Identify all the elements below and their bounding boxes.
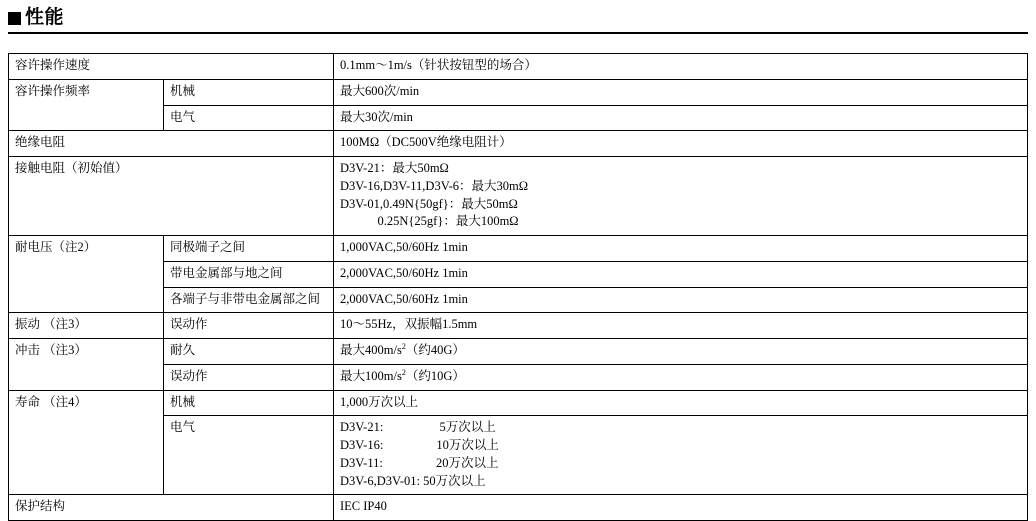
row-sublabel: 误动作 bbox=[164, 313, 334, 339]
row-value: 2,000VAC,50/60Hz 1min bbox=[334, 261, 1028, 287]
section-heading bbox=[8, 4, 1028, 34]
row-sublabel: 耐久 bbox=[164, 339, 334, 365]
row-label: 冲击 （注3） bbox=[9, 339, 164, 391]
page-title: 性能 bbox=[25, 6, 65, 28]
row-dielectric-strength-same-polarity bbox=[9, 236, 1028, 262]
row-label: 振动 （注3） bbox=[9, 313, 164, 339]
row-value: 最大$100m/s^2$（约10G） bbox=[334, 364, 1028, 390]
filled-square-icon bbox=[8, 12, 21, 25]
row-contact-resistance bbox=[9, 157, 1028, 236]
table-body bbox=[9, 54, 1028, 521]
row-value: 最大$400m/s^2$（约40G） bbox=[334, 339, 1028, 365]
row-sublabel: 电气 bbox=[164, 105, 334, 131]
row-vibration-malfunction bbox=[9, 313, 1028, 339]
row-label: 绝缘电阻 bbox=[9, 131, 334, 157]
row-value: 1,000VAC,50/60Hz 1min bbox=[334, 236, 1028, 262]
row-label: 容许操作速度 bbox=[9, 54, 334, 80]
row-value: D3V-21：最大50mΩ D3V-16,D3V-11,D3V-6：最大30mΩ D3V-01,0.49N{50gf}：最大50mΩ 0.25N{25gf}：最大100mΩ bbox=[334, 157, 1028, 236]
row-sublabel: 各端子与非带电金属部之间 bbox=[164, 287, 334, 313]
row-shock-durability bbox=[9, 339, 1028, 365]
row-value: 100MΩ（DC500V绝缘电阻计） bbox=[334, 131, 1028, 157]
row-allowable-operating-frequency-mechanical bbox=[9, 79, 1028, 105]
row-sublabel: 机械 bbox=[164, 390, 334, 416]
row-value: 1,000万次以上 bbox=[334, 390, 1028, 416]
row-label: 容许操作频率 bbox=[9, 79, 164, 131]
row-life-mechanical bbox=[9, 390, 1028, 416]
row-value: 最大600次/min bbox=[334, 79, 1028, 105]
row-label: 接触电阻（初始值） bbox=[9, 157, 334, 236]
row-sublabel: 机械 bbox=[164, 79, 334, 105]
row-value: 0.1mm～1m/s（针状按钮型的场合） bbox=[334, 54, 1028, 80]
row-allowable-operating-speed bbox=[9, 54, 1028, 80]
row-protective-structure bbox=[9, 495, 1028, 521]
row-label: 耐电压（注2） bbox=[9, 236, 164, 313]
row-sublabel: 带电金属部与地之间 bbox=[164, 261, 334, 287]
row-value: 最大30次/min bbox=[334, 105, 1028, 131]
row-label: 寿命 （注4） bbox=[9, 390, 164, 495]
row-insulation-resistance bbox=[9, 131, 1028, 157]
row-sublabel: 同极端子之间 bbox=[164, 236, 334, 262]
row-sublabel: 电气 bbox=[164, 416, 334, 495]
row-value: IEC IP40 bbox=[334, 495, 1028, 521]
row-value: 10～55Hz，双振幅1.5mm bbox=[334, 313, 1028, 339]
row-label: 保护结构 bbox=[9, 495, 334, 521]
performance-spec-table bbox=[8, 53, 1028, 521]
row-value: 2,000VAC,50/60Hz 1min bbox=[334, 287, 1028, 313]
row-value: D3V-21: 5万次以上 D3V-16: 10万次以上 D3V-11: 20万次以上 D3V-6,D3V-01: 50万次以上 bbox=[334, 416, 1028, 495]
row-sublabel: 误动作 bbox=[164, 364, 334, 390]
